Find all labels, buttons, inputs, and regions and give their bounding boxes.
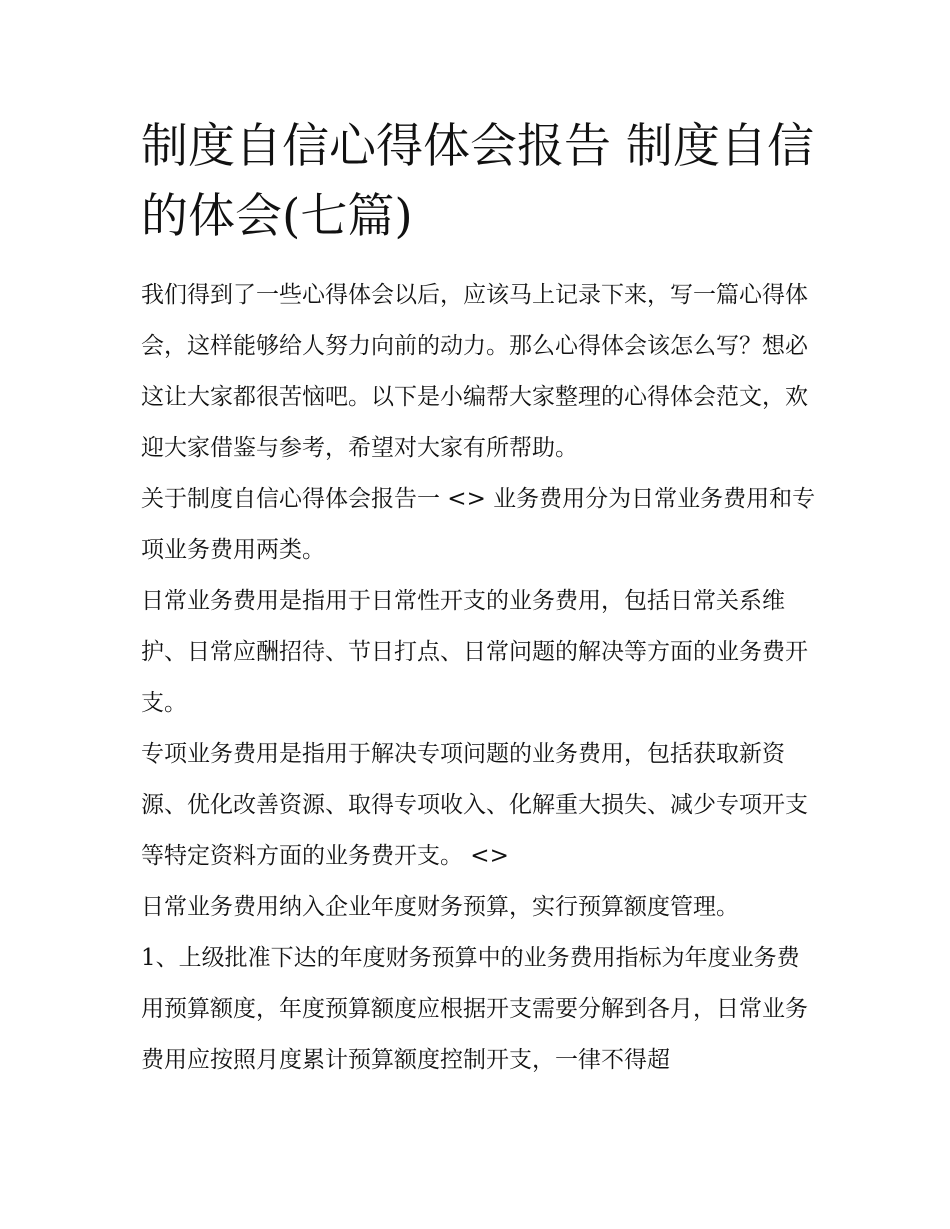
paragraph-rule-one: 1、上级批准下达的年度财务预算中的业务费用指标为年度业务费用预算额度，年度预算额度应根据开支需要分解到各月，日常业务费用应按照月度累计预算额度控制开支，一律不得超 (141, 945, 808, 1073)
paragraph-intro: 我们得到了一些心得体会以后，应该马上记录下来，写一篇心得体会，这样能够给人努力向前的动力。那么心得体会该怎么写？想必这让大家都很苦恼吧。以下是小编帮大家整理的心得体会范文，欢迎大家借鉴与参考，希望对大家有所帮助。 (141, 282, 808, 461)
paragraph-daily-expenses: 日常业务费用是指用于日常性开支的业务费用，包括日常关系维护、日常应酬招待、节日打点、日常问题的解决等方面的业务费开支。 (141, 588, 808, 716)
paragraph-budget-management: 日常业务费用纳入企业年度财务预算，实行预算额度管理。 (141, 894, 739, 920)
title-spacer (141, 252, 816, 270)
document-title: 制度自信心得体会报告 制度自信的体会(七篇) (141, 119, 814, 244)
paragraph-report-one: 关于制度自信心得体会报告一 <> 业务费用分为日常业务费用和专项业务费用两类。 (141, 486, 816, 563)
document-body (141, 112, 816, 1086)
paragraph-special-expenses: 专项业务费用是指用于解决专项问题的业务费用，包括获取新资源、优化改善资源、取得专项收入、化解重大损失、减少专项开支等特定资料方面的业务费开支。 <> (141, 741, 808, 869)
